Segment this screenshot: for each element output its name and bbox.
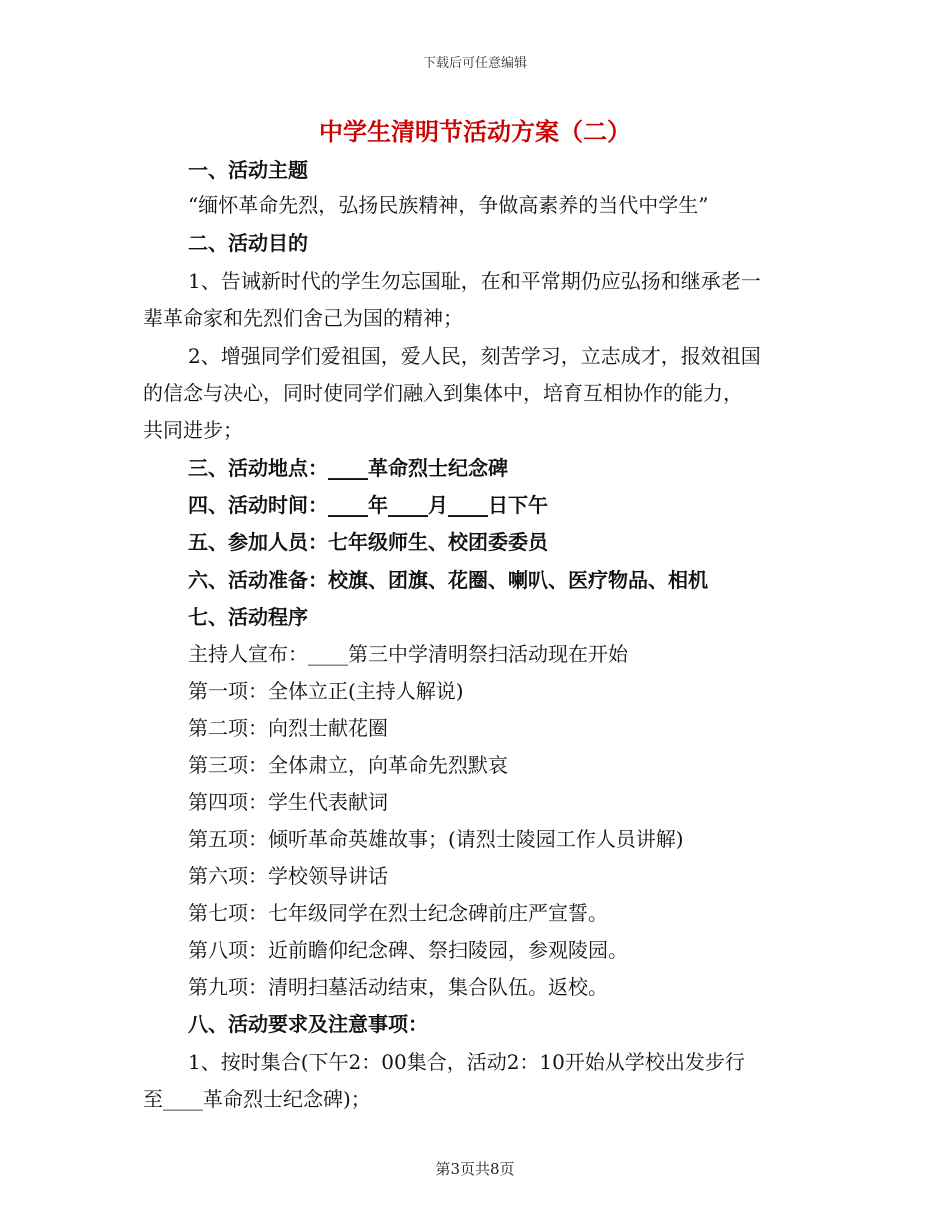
document-title: 中学生清明节活动方案（二） bbox=[319, 118, 631, 146]
section-heading-time: 四、活动时间：____年____月____日下午 bbox=[188, 493, 548, 517]
body-line: 2、增强同学们爱祖国，爱人民，刻苦学习，立志成才，报效祖国 bbox=[188, 344, 761, 368]
list-item: 第四项：学生代表献词 bbox=[188, 790, 388, 814]
section-heading-procedure: 七、活动程序 bbox=[188, 605, 308, 629]
page-footer: 第3页共8页 bbox=[435, 1160, 515, 1178]
body-line: 1、按时集合(下午2：00集合，活动2：10开始从学校出发步行 bbox=[188, 1050, 745, 1074]
list-item: 第一项：全体立正(主持人解说) bbox=[188, 679, 464, 703]
body-line: 辈革命家和先烈们舍己为国的精神； bbox=[143, 306, 463, 330]
section-heading-participants: 五、参加人员：七年级师生、校团委委员 bbox=[188, 530, 548, 554]
section-heading-requirements: 八、活动要求及注意事项： bbox=[188, 1012, 428, 1036]
list-item: 第五项：倾听革命英雄故事；(请烈士陵园工作人员讲解) bbox=[188, 827, 684, 851]
list-item: 第九项：清明扫墓活动结束，集合队伍。返校。 bbox=[188, 975, 608, 999]
list-item: 第三项：全体肃立，向革命先烈默哀 bbox=[188, 753, 508, 777]
section-heading-theme: 一、活动主题 bbox=[188, 158, 308, 182]
body-line: 共同进步； bbox=[143, 418, 243, 442]
list-item: 第六项：学校领导讲话 bbox=[188, 864, 388, 888]
section-heading-location: 三、活动地点：____革命烈士纪念碑 bbox=[188, 456, 508, 480]
body-line: 至____革命烈士纪念碑)； bbox=[143, 1087, 371, 1111]
list-item: 第七项：七年级同学在烈士纪念碑前庄严宣誓。 bbox=[188, 901, 608, 925]
body-line: 1、告诫新时代的学生勿忘国耻，在和平常期仍应弘扬和继承老一 bbox=[188, 269, 761, 293]
list-item: 第八项：近前瞻仰纪念碑、祭扫陵园，参观陵园。 bbox=[188, 938, 628, 962]
list-item: 主持人宣布：____第三中学清明祭扫活动现在开始 bbox=[188, 642, 628, 666]
section-heading-preparation: 六、活动准备：校旗、团旗、花圈、喇叭、医疗物品、相机 bbox=[188, 568, 708, 592]
header-note: 下载后可任意编辑 bbox=[422, 56, 527, 71]
body-line: 的信念与决心，同时使同学们融入到集体中，培育互相协作的能力， bbox=[143, 381, 743, 405]
list-item: 第二项：向烈士献花圈 bbox=[188, 716, 388, 740]
section-heading-purpose: 二、活动目的 bbox=[188, 231, 308, 255]
body-line: “缅怀革命先烈，弘扬民族精神，争做高素养的当代中学生” bbox=[188, 193, 709, 217]
